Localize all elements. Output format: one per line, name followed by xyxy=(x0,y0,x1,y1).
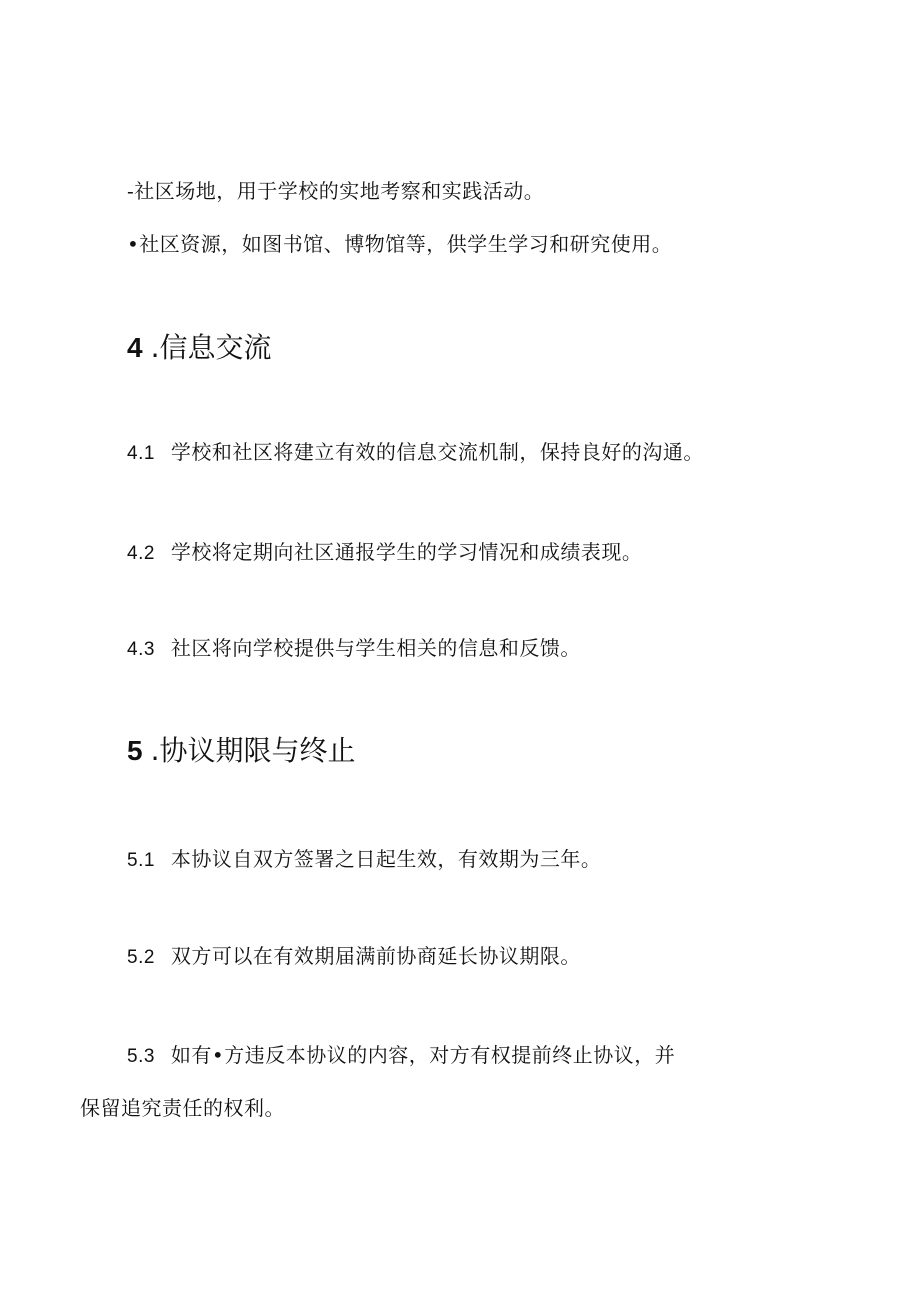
section-title: .协议期限与终止 xyxy=(150,734,356,767)
bullet-text: •社区资源，如图书馆、博物馆等，供学生学习和研究使用。 xyxy=(127,232,673,256)
clause-item xyxy=(127,1041,675,1071)
clause-item xyxy=(127,845,601,875)
bullet-text: -社区场地，用于学校的实地考察和实践活动。 xyxy=(127,179,545,203)
clause-number: 5.3 xyxy=(127,1046,155,1067)
clause-item xyxy=(127,942,581,972)
clause-number: 4.1 xyxy=(127,443,155,464)
clause-continuation xyxy=(80,1094,285,1122)
clause-item xyxy=(127,538,642,568)
section-heading xyxy=(127,330,271,366)
section-title: .信息交流 xyxy=(150,331,272,364)
clause-text: 双方可以在有效期届满前协商延长协议期限。 xyxy=(170,944,581,968)
clause-text: 如有•方违反本协议的内容，对方有权提前终止协议，并 xyxy=(170,1043,676,1067)
clause-number: 5.2 xyxy=(127,947,155,968)
clause-item xyxy=(127,438,704,468)
bullet-item xyxy=(127,177,544,205)
bullet-item xyxy=(127,230,672,258)
clause-continuation-text: 保留追究责任的权利。 xyxy=(80,1096,285,1120)
clause-text: 学校将定期向社区通报学生的学习情况和成绩表现。 xyxy=(170,540,643,564)
section-number: 4 xyxy=(127,332,143,363)
section-number: 5 xyxy=(127,735,143,766)
clause-item xyxy=(127,634,581,664)
clause-text: 社区将向学校提供与学生相关的信息和反馈。 xyxy=(170,636,581,660)
clause-number: 4.2 xyxy=(127,543,155,564)
clause-number: 5.1 xyxy=(127,850,155,871)
section-heading xyxy=(127,733,355,769)
clause-text: 本协议自双方签署之日起生效，有效期为三年。 xyxy=(170,847,602,871)
clause-number: 4.3 xyxy=(127,639,155,660)
clause-text: 学校和社区将建立有效的信息交流机制，保持良好的沟通。 xyxy=(170,440,704,464)
